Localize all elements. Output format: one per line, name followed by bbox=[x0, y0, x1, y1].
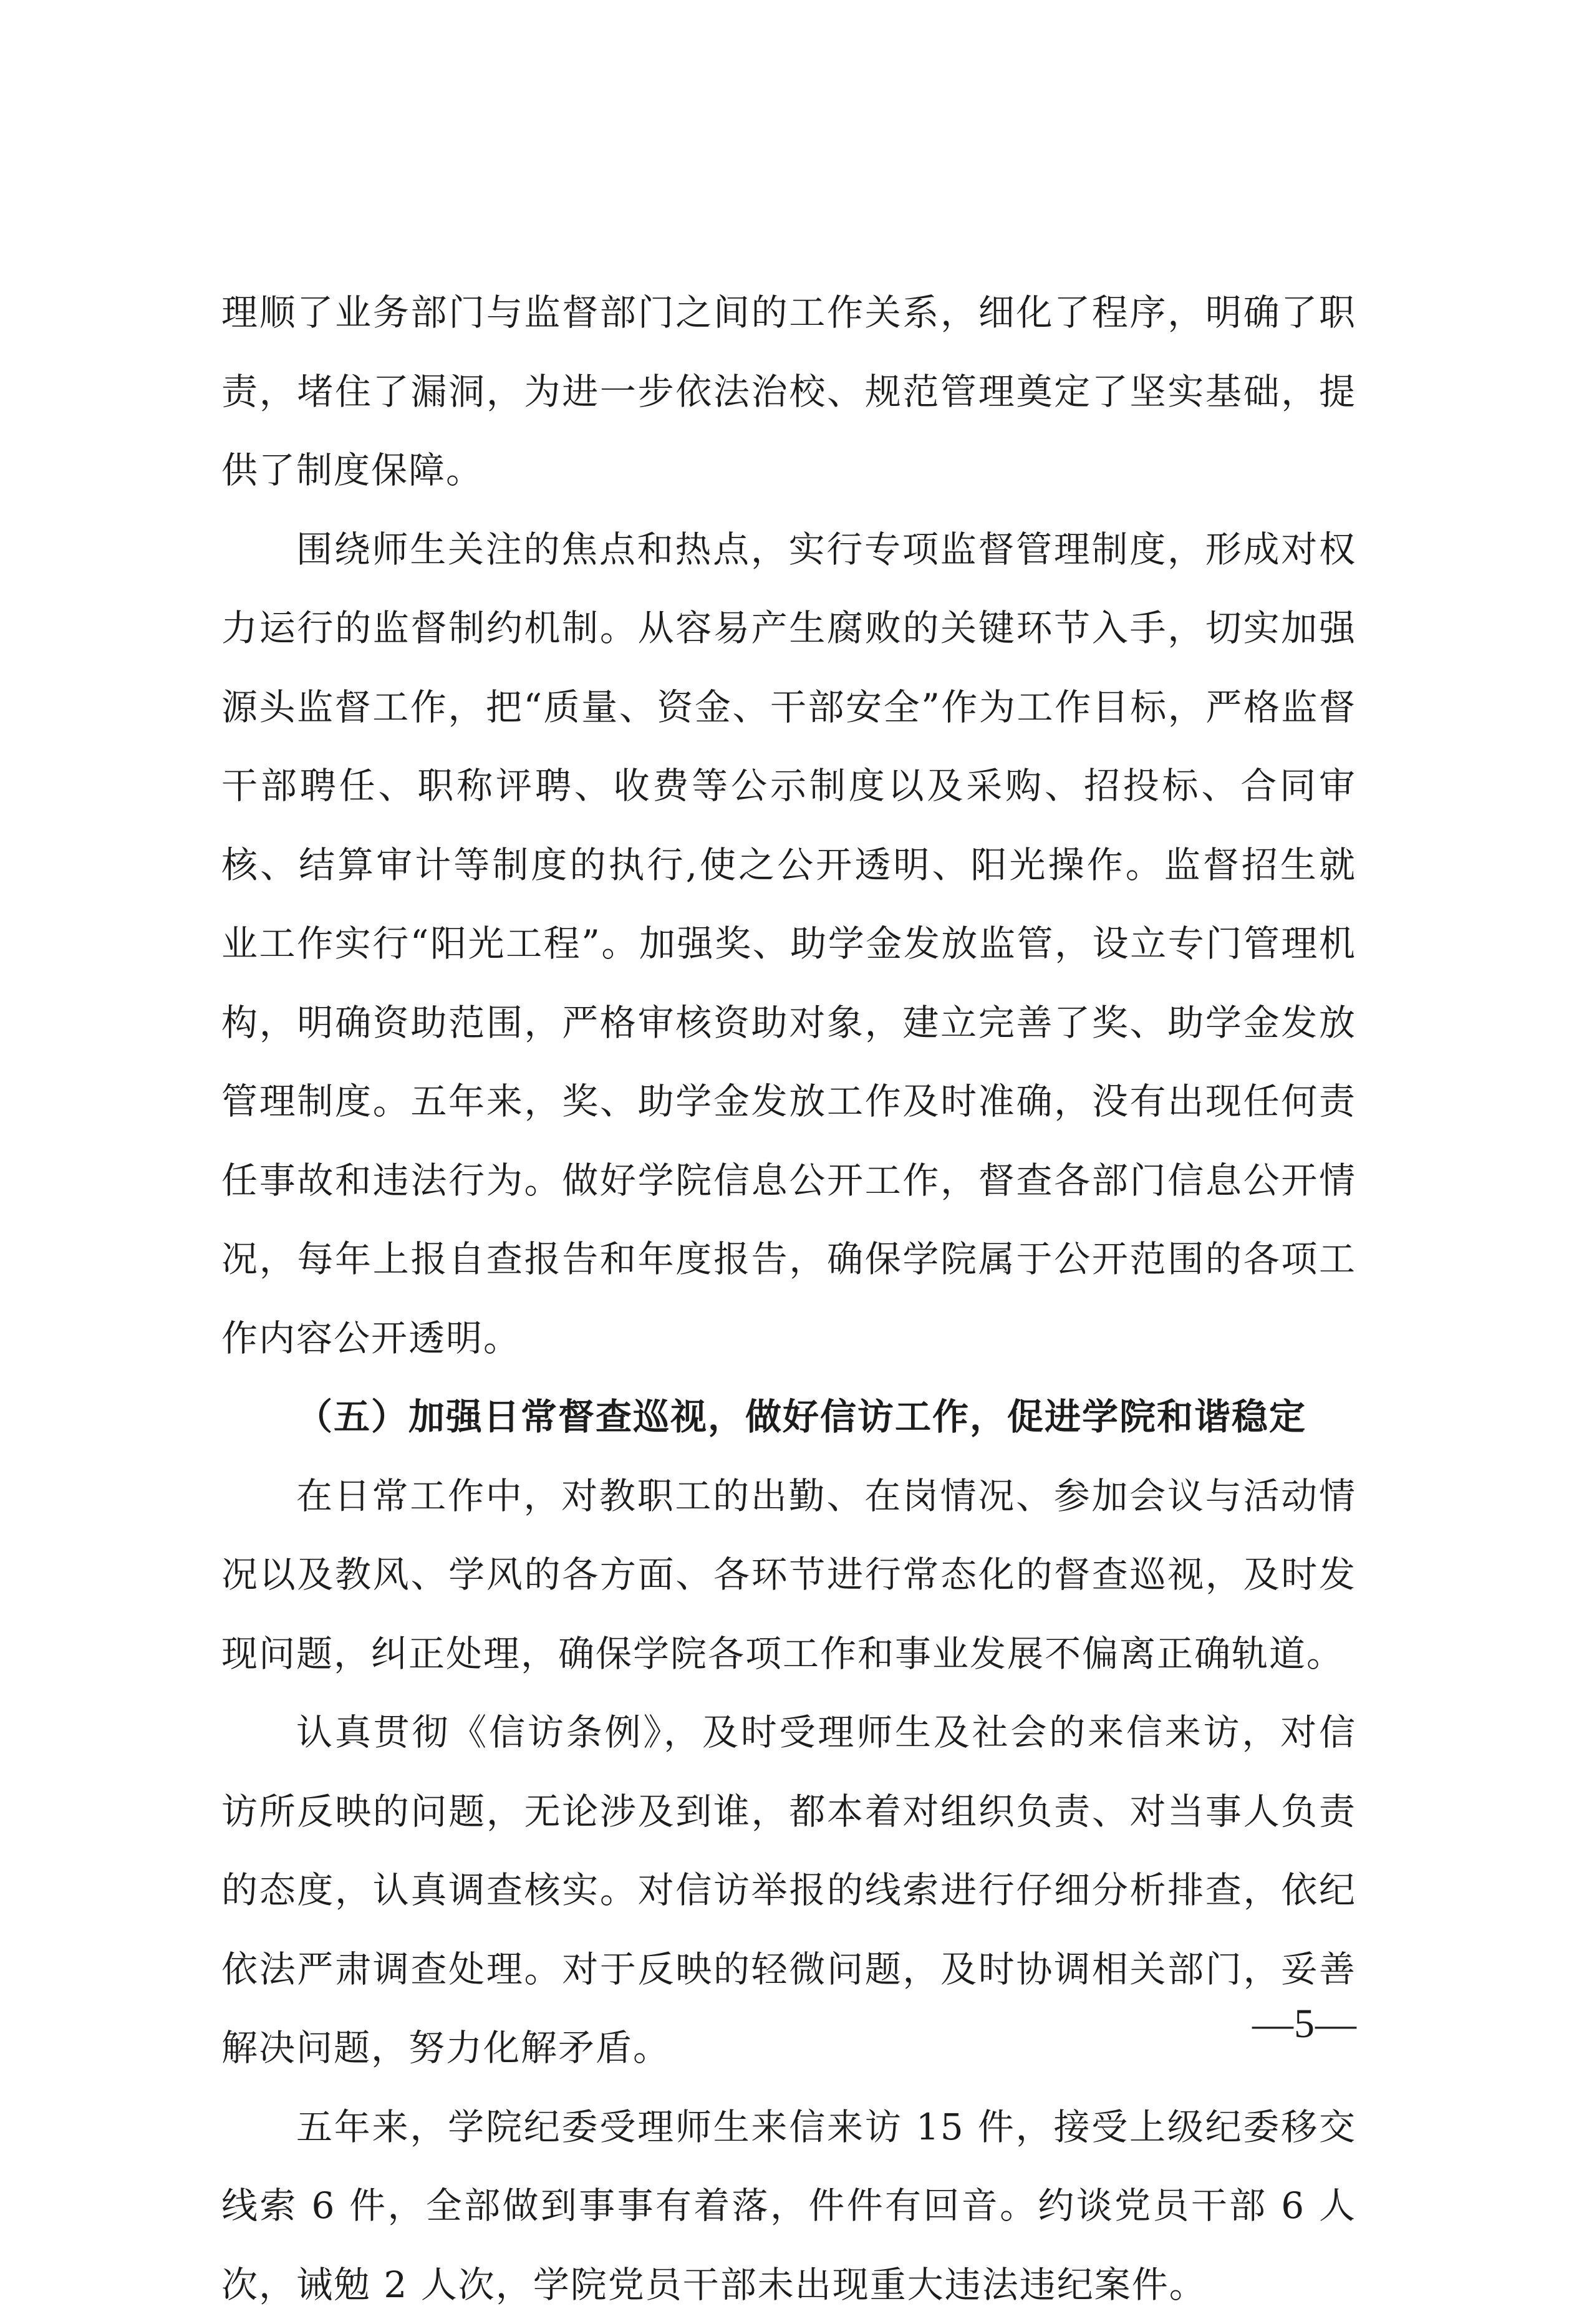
paragraph-five-year-stats: 五年来，学院纪委受理师生来信来访 15 件，接受上级纪委移交线索 6 件，全部做到事事有着落，件件有回音。约谈党员干部 6 人次，诫勉 2 人次，学院党员干部未出现重大违法违纪案件。 bbox=[221, 2088, 1356, 2324]
paragraph-special-supervision: 围绕师生关注的焦点和热点，实行专项监督管理制度，形成对权力运行的监督制约机制。从容易产生腐败的关键环节入手，切实加强源头监督工作，把“质量、资金、干部安全”作为工作目标，严格监督干部聘任、职称评聘、收费等公示制度以及采购、招投标、合同审核、结算审计等制度的执行,使之公开透明、阳光操作。监督招生就业工作实行“阳光工程”。加强奖、助学金发放监管，设立专门管理机构，明确资助范围，严格审核资助对象，建立完善了奖、助学金发放管理制度。五年来，奖、助学金发放工作及时准确，没有出现任何责任事故和违法行为。做好学院信息公开工作，督查各部门信息公开情况，每年上报自查报告和年度报告，确保学院属于公开范围的各项工作内容公开透明。 bbox=[221, 510, 1356, 1378]
paragraph-daily-inspection: 在日常工作中，对教职工的出勤、在岗情况、参加会议与活动情况以及教风、学风的各方面、各环节进行常态化的督查巡视，及时发现问题，纠正处理，确保学院各项工作和事业发展不偏离正确轨道。 bbox=[221, 1457, 1356, 1694]
paragraph-continuation: 理顺了业务部门与监督部门之间的工作关系，细化了程序，明确了职责，堵住了漏洞，为进一步依法治校、规范管理奠定了坚实基础，提供了制度保障。 bbox=[221, 273, 1356, 510]
section-heading-5: （五）加强日常督查巡视，做好信访工作，促进学院和谐稳定 bbox=[221, 1377, 1356, 1457]
paragraph-petition-regulations: 认真贯彻《信访条例》，及时受理师生及社会的来信来访，对信访所反映的问题，无论涉及到谁，都本着对组织负责、对当事人负责的态度，认真调查核实。对信访举报的线索进行仔细分析排查，依纪依法严肃调查处理。对于反映的轻微问题，及时协调相关部门，妥善解决问题，努力化解矛盾。 bbox=[221, 1693, 1356, 2088]
page-number: —5— bbox=[1252, 2000, 1357, 2048]
document-body bbox=[221, 273, 1356, 2324]
